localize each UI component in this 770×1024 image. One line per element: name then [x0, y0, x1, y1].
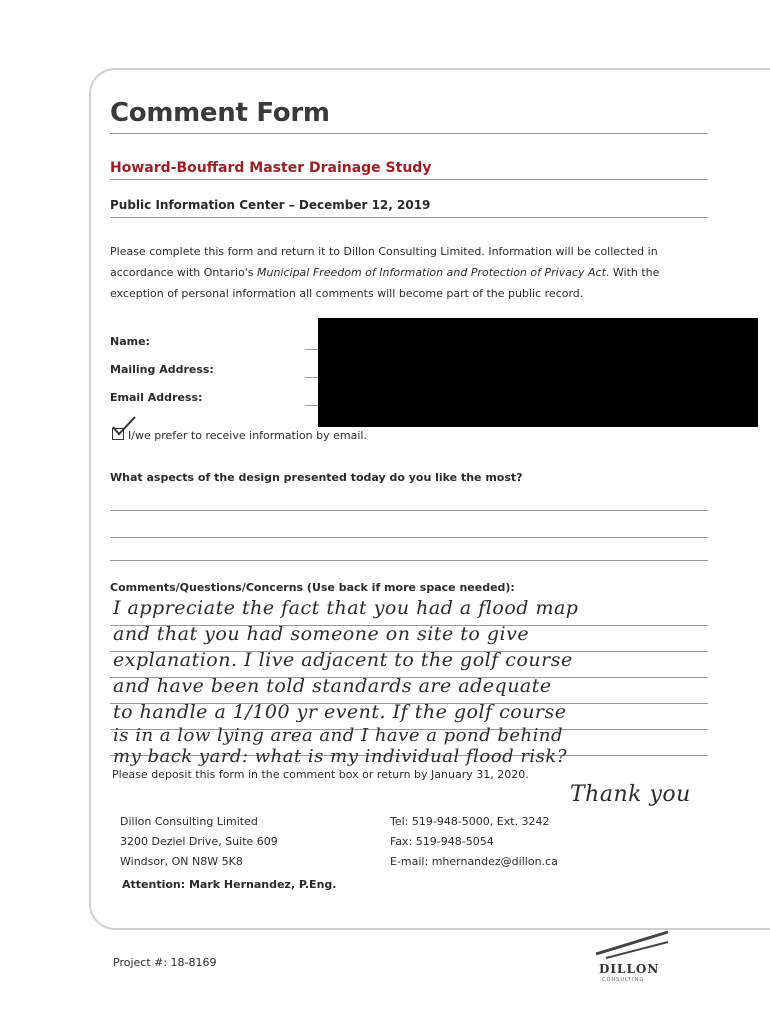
handwritten-line: I appreciate the fact that you had a flood map	[113, 597, 579, 619]
form-title: Comment Form	[110, 98, 330, 128]
answer-line[interactable]	[110, 537, 708, 538]
contact-address	[120, 812, 278, 872]
name-label: Name:	[110, 335, 150, 348]
intro-text: . With the exception of personal information all comments will become part of the public record.	[110, 266, 660, 300]
handwritten-signoff: Thank you	[570, 782, 691, 807]
handwritten-line: explanation. I live adjacent to the golf course	[113, 649, 573, 671]
contact-email[interactable]: E-mail: mhernandez@dillon.ca	[390, 855, 558, 868]
handwritten-line: and have been told standards are adequate	[113, 675, 552, 697]
answer-line[interactable]	[110, 510, 708, 511]
street-address: 3200 Deziel Drive, Suite 609	[120, 835, 278, 848]
email-preference[interactable]	[112, 428, 367, 442]
divider	[110, 179, 708, 180]
telephone: Tel: 519-948-5000, Ext. 3242	[390, 815, 550, 828]
handwritten-line: my back yard: what is my individual flood risk?	[113, 746, 567, 767]
handwritten-line: and that you had someone on site to give	[113, 623, 530, 645]
question-like-most: What aspects of the design presented today do you like the most?	[110, 471, 523, 484]
event-title: Public Information Center – December 12, 2019	[110, 198, 431, 212]
study-title: Howard-Bouffard Master Drainage Study	[110, 160, 432, 176]
dillon-logo-icon	[592, 928, 672, 962]
city-postal: Windsor, ON N8W 5K8	[120, 855, 243, 868]
company-name: Dillon Consulting Limited	[120, 815, 258, 828]
email-address-label: Email Address:	[110, 391, 203, 404]
intro-text: Please complete this form and return it to Dillon Consulting Limited. Information will be collected in accordance with Ontario's	[110, 245, 658, 279]
logo-name: DILLON	[599, 962, 660, 976]
fax: Fax: 519-948-5054	[390, 835, 494, 848]
attention-line: Attention: Mark Hernandez, P.Eng.	[122, 878, 337, 891]
logo-subtitle: CONSULTING	[602, 977, 645, 983]
email-preference-label: I/we prefer to receive information by email.	[128, 429, 367, 442]
checkmark-icon	[111, 415, 137, 437]
handwritten-line: is in a low lying area and I have a pond behind	[113, 725, 563, 746]
act-name: Municipal Freedom of Information and Protection of Privacy Act	[256, 266, 606, 279]
email-checkbox[interactable]	[112, 428, 124, 440]
redaction-block	[318, 318, 758, 427]
comments-label: Comments/Questions/Concerns (Use back if more space needed):	[110, 581, 515, 594]
intro-paragraph	[110, 241, 690, 304]
divider	[110, 217, 708, 218]
deposit-note: Please deposit this form in the comment box or return by January 31, 2020.	[112, 768, 529, 781]
contact-numbers	[390, 812, 558, 872]
handwritten-line: to handle a 1/100 yr event. If the golf course	[113, 701, 567, 723]
answer-line[interactable]	[110, 560, 708, 561]
mailing-address-label: Mailing Address:	[110, 363, 214, 376]
project-number: Project #: 18-8169	[113, 956, 217, 969]
divider	[110, 133, 708, 134]
